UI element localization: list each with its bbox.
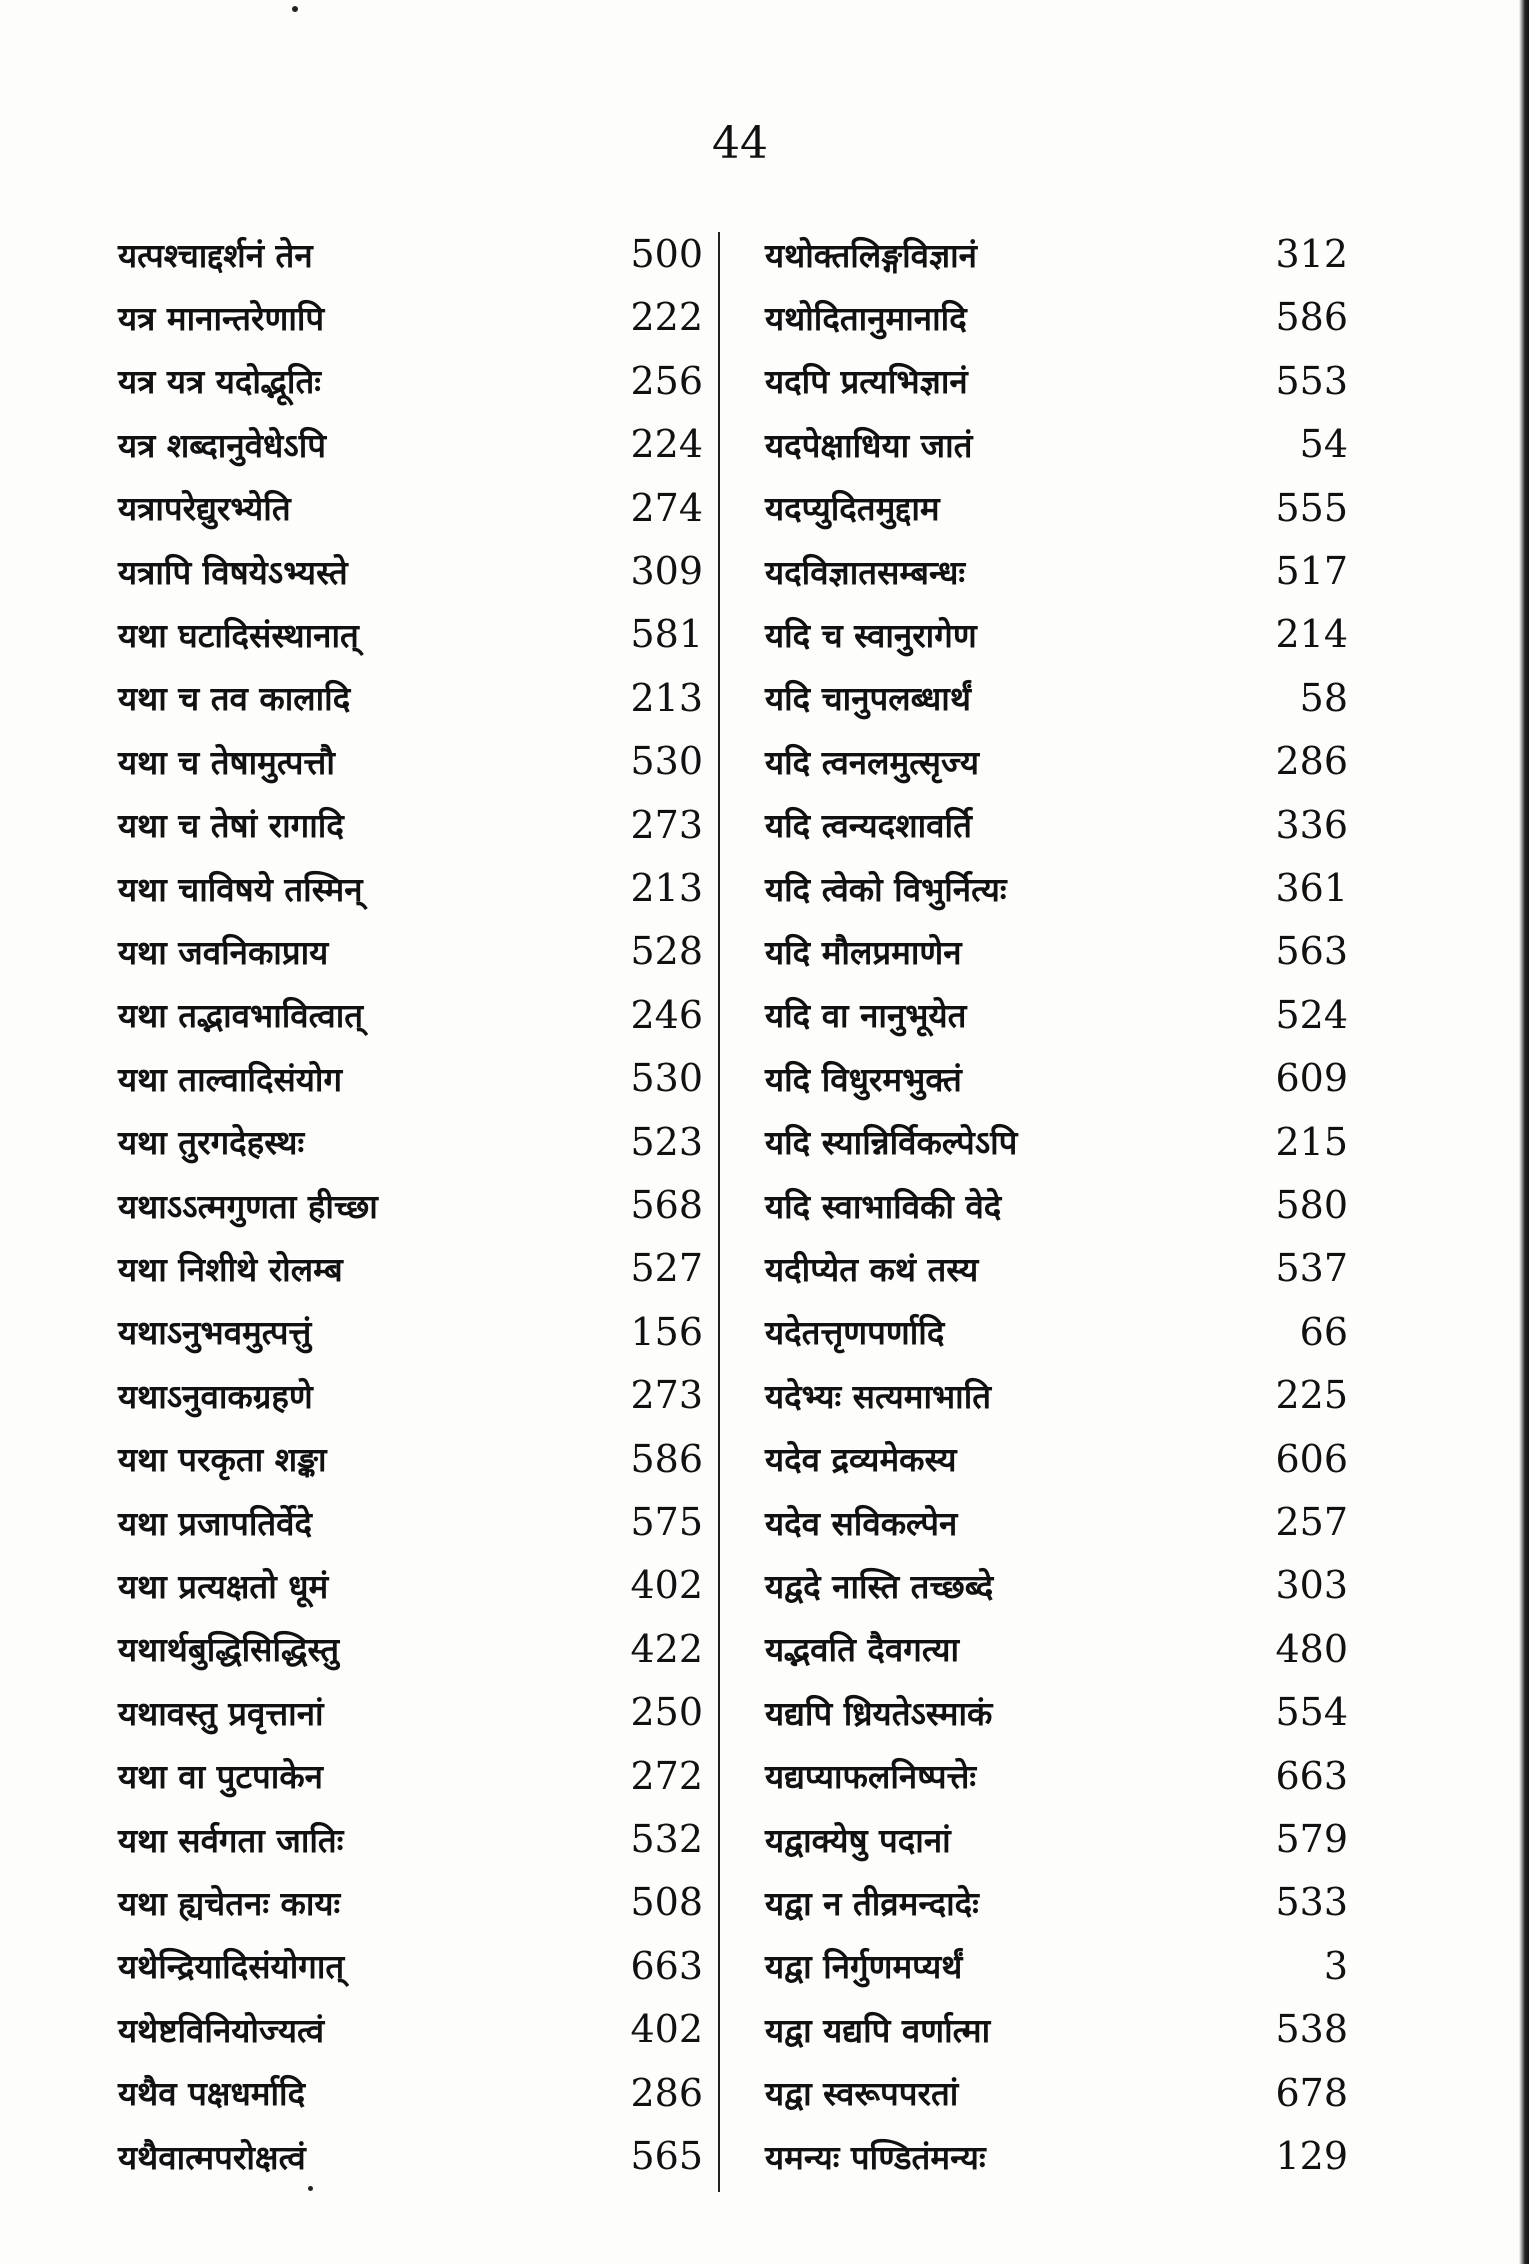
index-entry [118,1173,713,1237]
entry-page-number: 273 [630,1373,703,1418]
entry-page-number: 532 [630,1817,703,1861]
entry-term: यथा परकृता शङ्का [118,1440,327,1480]
index-entry [713,1617,1348,1681]
index-entry [713,729,1348,793]
entry-term: यथावस्तु प्रवृत्तानां [118,1693,324,1733]
entry-page-number: 500 [630,232,703,276]
entry-page-number: 222 [630,295,703,340]
index-entry [118,793,713,857]
index-entry [118,1110,713,1174]
entry-page-number: 553 [1275,358,1348,403]
entry-page-number: 586 [1275,295,1348,340]
entry-term: यथैवात्मपरोक्षत्वं [118,2137,306,2177]
entry-page-number: 528 [630,929,703,974]
index-entry [118,729,713,793]
index-entry [713,1236,1348,1300]
entry-term: यथा ह्यचेतनः कायः [118,1883,341,1923]
entry-term: यथोदितानुमानादि [765,298,967,338]
index-entry [713,919,1348,983]
entry-term: यदि त्वेको विभुर्नित्यः [765,869,1007,909]
entry-term: यदपि प्रत्यभिज्ञानं [765,362,968,402]
index-entry [713,412,1348,476]
entry-page-number: 533 [1275,1880,1348,1925]
entry-term: यथा वा पुटपाकेन [118,1757,323,1797]
entry-page-number: 663 [630,1943,703,1988]
entry-page-number: 480 [1275,1626,1348,1671]
entry-term: यद्वाक्येषु पदानां [765,1820,951,1860]
entry-page-number: 580 [1275,1183,1348,1227]
index-entry [713,1110,1348,1174]
entry-page-number: 538 [1275,2007,1348,2052]
entry-term: यथा चाविषये तस्मिन् [118,869,363,909]
entry-page-number: 129 [1275,2134,1348,2178]
entry-term: यदपेक्षाधिया जातं [765,425,973,465]
entry-page-number: 213 [630,675,703,720]
entry-term: यदप्युदितमुद्दाम [765,489,940,529]
index-entry [713,1300,1348,1364]
entry-term: यथा च तव कालादि [118,679,351,719]
entry-term: यद्वा यद्यपि वर्णात्मा [765,2010,991,2050]
entry-page-number: 663 [1275,1753,1348,1798]
entry-page-number: 609 [1275,1056,1348,1101]
index-entry [118,1427,713,1491]
entry-page-number: 530 [630,739,703,784]
index-entry [713,666,1348,730]
entry-page-number: 256 [630,358,703,403]
entry-page-number: 586 [630,1436,703,1481]
index-entry [118,1744,713,1808]
index-entry [713,1870,1348,1934]
index-entry [118,1997,713,2061]
index-entry [118,539,713,603]
entry-page-number: 66 [1299,1309,1348,1354]
index-entry [118,1934,713,1998]
entry-term: यथा प्रत्यक्षतो धूमं [118,1566,329,1606]
entry-page-number: 250 [630,1690,703,1735]
entry-page-number: 246 [630,992,703,1037]
entry-term: यदि च स्वानुरागेण [765,615,977,655]
entry-term: यथा तद्भावभावित्वात् [118,996,364,1036]
entry-page-number: 563 [1275,929,1348,974]
entry-page-number: 530 [630,1056,703,1101]
entry-page-number: 579 [1275,1817,1348,1861]
entry-page-number: 224 [630,422,703,467]
entry-term: यद्यप्याफलनिष्पत्तेः [765,1757,977,1797]
index-entry [118,2061,713,2125]
entry-page-number: 575 [630,1500,703,1544]
entry-term: यथार्थबुद्धिसिद्धिस्तु [118,1630,340,1670]
entry-term: यत्पश्चाद्दर्शनं तेन [118,235,313,275]
entry-page-number: 273 [630,802,703,847]
entry-page-number: 554 [1275,1690,1348,1735]
entry-term: यदीप्येत कथं तस्य [765,1249,979,1289]
entry-page-number: 257 [1275,1500,1348,1544]
index-entry [118,476,713,540]
index-entry [713,222,1348,286]
entry-term: यथा घटादिसंस्थानात् [118,615,359,655]
index-entry [118,856,713,920]
index-entry [118,666,713,730]
entry-term: यद्वा न तीव्रमन्दादेः [765,1883,979,1923]
entry-page-number: 286 [1275,739,1348,784]
index-entry [118,919,713,983]
page-edge [1519,0,1529,2264]
entry-page-number: 309 [630,549,703,593]
entry-term: यद्यपि ध्रियतेऽस्माकं [765,1693,993,1733]
entry-term: यदि त्वन्यदशावर्ति [765,806,972,846]
left-column [118,222,713,2182]
entry-term: यदि स्वाभाविकी वेदे [765,1186,1002,1226]
entry-page-number: 312 [1275,232,1348,276]
index-entry [118,412,713,476]
entry-term: यथा प्रजापतिर्वेदे [118,1503,313,1543]
entry-page-number: 213 [630,866,703,910]
entry-term: यत्रापि विषयेऽभ्यस्ते [118,552,348,592]
entry-page-number: 517 [1275,549,1348,593]
entry-page-number: 336 [1275,802,1348,847]
index-entry [118,983,713,1047]
index-entry [713,1427,1348,1491]
entry-page-number: 215 [1275,1119,1348,1164]
entry-term: यदि स्यान्निर्विकल्पेऽपि [765,1123,1018,1163]
index-entry [713,1997,1348,2061]
entry-term: यथाऽनुवाकग्रहणे [118,1376,313,1416]
entry-page-number: 606 [1275,1436,1348,1481]
index-entry [118,349,713,413]
index-entry [713,2061,1348,2125]
index-entry [713,983,1348,1047]
index-entry [713,1744,1348,1808]
index-entry [118,2124,713,2188]
index-entry [713,1173,1348,1237]
entry-term: यदि मौलप्रमाणेन [765,932,962,972]
index-entry [118,1363,713,1427]
entry-term: यथा निशीथे रोलम्ब [118,1249,343,1289]
entry-page-number: 537 [1275,1246,1348,1291]
entry-term: यदेव सविकल्पेन [765,1503,958,1543]
index-entry [713,539,1348,603]
entry-term: यथा जवनिकाप्राय [118,932,329,972]
entry-term: यदि विधुरमभुक्तं [765,1059,962,1099]
index-entry [713,1680,1348,1744]
index-entry [713,285,1348,349]
right-column [713,222,1348,2182]
entry-term: यदविज्ञातसम्बन्धः [765,552,966,592]
index-entry [118,1553,713,1617]
entry-term: यथा सर्वगता जातिः [118,1820,344,1860]
entry-term: यथा तुरगदेहस्थः [118,1123,305,1163]
entry-term: यथाऽऽत्मगुणता हीच्छा [118,1186,378,1226]
entry-page-number: 274 [630,485,703,530]
entry-term: यथा च तेषामुत्पत्तौ [118,742,335,782]
index-entry [713,856,1348,920]
entry-term: यथेष्टविनियोज्यत्वं [118,2010,325,2050]
entry-term: यद्वा स्वरूपपरतां [765,2074,959,2114]
entry-page-number: 225 [1275,1373,1348,1418]
column-divider [718,232,720,2192]
entry-term: यद्भवति दैवगत्या [765,1630,960,1670]
index-entry [713,1553,1348,1617]
index-entry [713,793,1348,857]
entry-term: यत्रापरेद्युरभ्येति [118,489,291,529]
entry-term: यदेभ्यः सत्यमाभाति [765,1376,992,1416]
entry-page-number: 402 [630,1563,703,1608]
entry-page-number: 678 [1275,2070,1348,2115]
index-entry [118,1490,713,1554]
entry-term: यद्वदे नास्ति तच्छब्दे [765,1566,994,1606]
entry-term: यथा च तेषां रागादि [118,806,344,846]
entry-page-number: 523 [630,1119,703,1164]
entry-term: यथोक्तलिङ्गविज्ञानं [765,235,977,275]
entry-page-number: 156 [630,1309,703,1354]
entry-page-number: 303 [1275,1563,1348,1608]
index-entry [118,1680,713,1744]
entry-term: यदि त्वनलमुत्सृज्य [765,742,979,782]
index-entry [713,1807,1348,1871]
entry-term: यथाऽनुभवमुत्पत्तुं [118,1313,312,1353]
entry-page-number: 422 [630,1626,703,1671]
index-entry [713,602,1348,666]
index-entry [118,1617,713,1681]
entry-term: यदेव द्रव्यमेकस्य [765,1440,957,1480]
entry-page-number: 555 [1275,485,1348,530]
index-entry [713,1490,1348,1554]
entry-term: यमन्यः पण्डितंमन्यः [765,2137,986,2177]
entry-page-number: 568 [630,1183,703,1227]
entry-term: यद्वा निर्गुणमप्यर्थं [765,1947,963,1987]
entry-term: यत्र शब्दानुवेधेऽपि [118,425,327,465]
entry-page-number: 54 [1299,422,1348,467]
index-entry [713,1363,1348,1427]
index-entry [713,2124,1348,2188]
index-entry [118,1300,713,1364]
entry-page-number: 527 [630,1246,703,1291]
entry-page-number: 286 [630,2070,703,2115]
index-entry [118,602,713,666]
entry-page-number: 272 [630,1753,703,1798]
entry-page-number: 524 [1275,992,1348,1037]
index-columns [118,222,1348,2182]
entry-page-number: 565 [630,2134,703,2178]
index-entry [118,1807,713,1871]
index-entry [118,222,713,286]
entry-term: यदि वा नानुभूयेत [765,996,967,1036]
entry-page-number: 214 [1275,612,1348,657]
index-entry [713,1934,1348,1998]
entry-term: यथेन्द्रियादिसंयोगात् [118,1947,345,1987]
entry-page-number: 508 [630,1880,703,1925]
index-entry [118,285,713,349]
entry-term: यदि चानुपलब्धार्थं [765,679,971,719]
index-entry [713,1046,1348,1110]
ink-speck [292,6,298,12]
index-entry [118,1870,713,1934]
entry-term: यत्र मानान्तरेणापि [118,298,325,338]
index-entry [713,349,1348,413]
entry-page-number: 361 [1275,866,1348,910]
entry-term: यदेतत्तृणपर्णादि [765,1313,945,1353]
entry-term: यथा ताल्वादिसंयोग [118,1059,343,1099]
index-entry [118,1046,713,1110]
entry-page-number: 58 [1299,675,1348,720]
entry-page-number: 402 [630,2007,703,2052]
index-entry [118,1236,713,1300]
entry-page-number: 3 [1323,1943,1348,1988]
entry-page-number: 581 [630,612,703,657]
entry-term: यथैव पक्षधर्मादि [118,2074,306,2114]
page-number: 44 [712,118,768,169]
index-entry [713,476,1348,540]
entry-term: यत्र यत्र यदोद्भूतिः [118,362,321,402]
